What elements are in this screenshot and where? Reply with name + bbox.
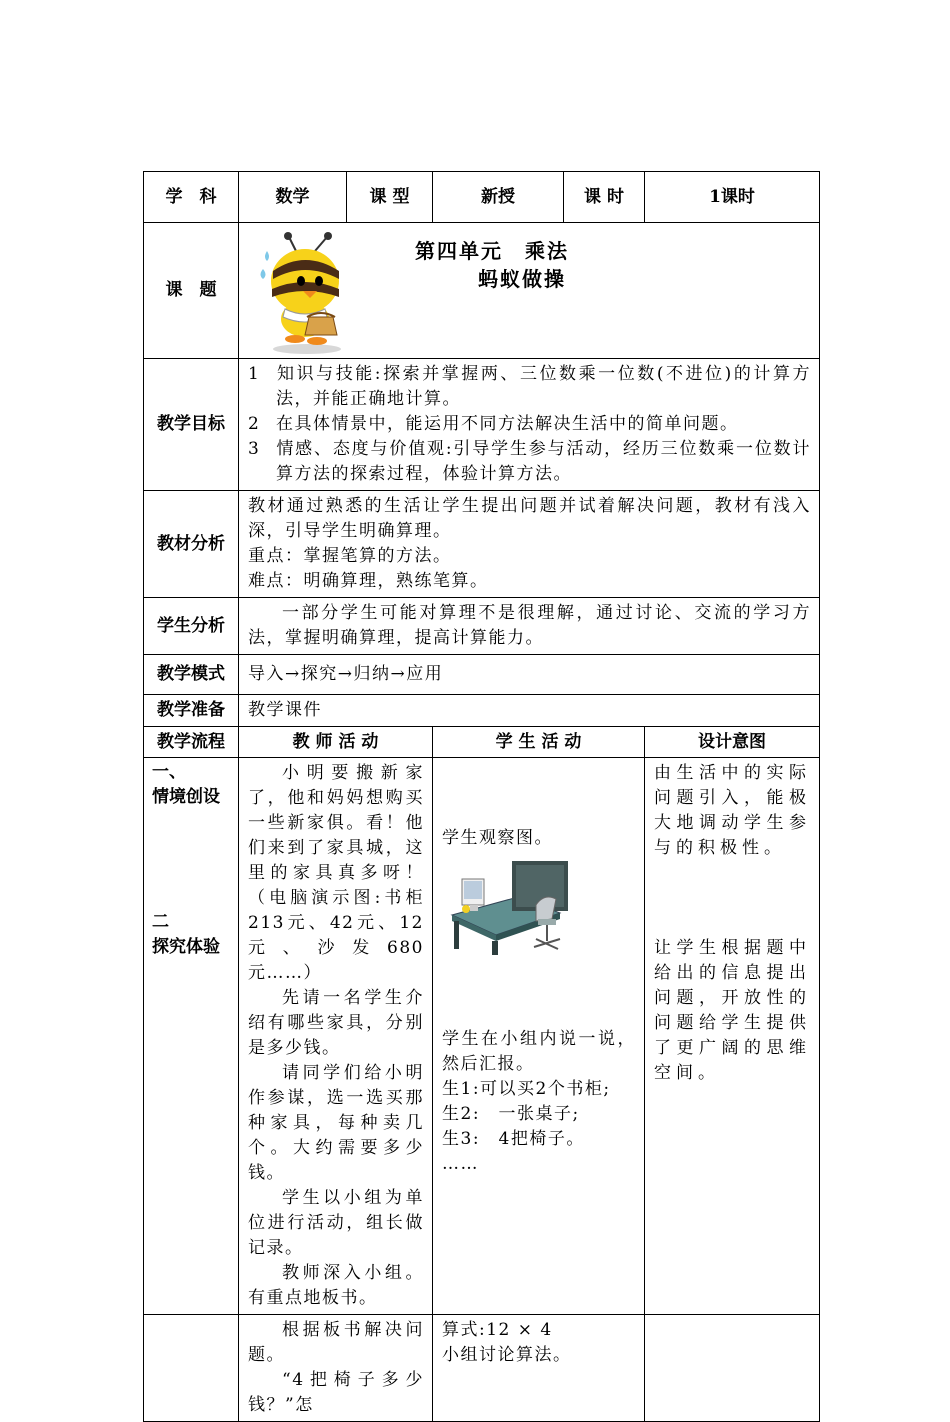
students-text: 一部分学生可能对算理不是很理解，通过讨论、交流的学习方法，掌握明确算理，提高计算能力。 (248, 603, 811, 648)
header-row (144, 172, 820, 223)
student-observe: 学生观察图。 (442, 828, 553, 848)
unit-title: 第四单元 乘法 (415, 239, 569, 263)
stage2-number: 二 (152, 912, 169, 932)
flow-label: 教学流程 (144, 727, 239, 758)
teacher-para: 先请一名学生介绍有哪些家具，分别是多少钱。 (248, 988, 424, 1058)
student-line: 学生在小组内说一说，然后汇报。 (442, 1029, 636, 1074)
material-difficulty: 难点：明确算理，熟练笔算。 (248, 571, 489, 591)
teacher-line: “4把椅子多少钱？”怎 (248, 1370, 424, 1415)
desk-chair-illustration (442, 857, 582, 957)
stage2-name: 探究体验 (152, 937, 220, 957)
students-label: 学生分析 (144, 598, 239, 655)
students-row (144, 598, 820, 655)
stage1-name: 情境创设 (152, 787, 220, 807)
student-line: 算式:12 × 4 (442, 1320, 553, 1340)
design-intent-cell-2 (645, 1315, 820, 1422)
student-activity-cell (433, 758, 645, 1315)
mode-label: 教学模式 (144, 655, 239, 695)
teacher-activity-cell-2 (239, 1315, 433, 1422)
bee-chick-illustration (255, 231, 360, 355)
subject-label: 学 科 (144, 172, 239, 223)
topic-cell (239, 223, 820, 359)
student-line: …… (442, 1154, 479, 1174)
teacher-para: 小明要搬新家了，他和妈妈想购买一些新家俱。看！他们来到了家具城，这里的家具真多呀！（电脑演示图:书柜213元、42元、12元、沙发680元……） (248, 763, 424, 983)
student-activity-header: 学 生 活 动 (433, 727, 645, 758)
student-line: 生2: 一张桌子; (442, 1104, 580, 1124)
objectives-cell (239, 359, 820, 491)
type-label: 课 型 (347, 172, 433, 223)
design-intent-cell (645, 758, 820, 1315)
prep-text: 教学课件 (239, 695, 820, 727)
teacher-para: 请同学们给小明作参谋，选一选买那种家具，每种卖几个。大约需要多少钱。 (248, 1063, 424, 1183)
intent-text: 由生活中的实际问题引入，能极大地调动学生参与的积极性。 (654, 763, 811, 858)
intent-text: 让学生根据题中给出的信息提出问题，开放性的问题给学生提供了更广阔的思维空间。 (654, 938, 811, 1083)
objective-item: 1 知识与技能:探索并掌握两、三位数乘一位数(不进位)的计算方法，并能正确地计算。 (248, 364, 811, 409)
students-cell (239, 598, 820, 655)
student-line: 生3: 4把椅子。 (442, 1129, 585, 1149)
lesson-title: 蚂蚁做操 (478, 267, 566, 291)
objectives-row (144, 359, 820, 491)
period-value: 1课时 (645, 172, 820, 223)
teacher-para: 学生以小组为单位进行活动，组长做记录。 (248, 1188, 424, 1258)
teacher-activity-header: 教 师 活 动 (239, 727, 433, 758)
mode-text: 导入→探究→归纳→应用 (239, 655, 820, 695)
prep-label: 教学准备 (144, 695, 239, 727)
topic-row (144, 223, 820, 359)
subject-value: 数学 (239, 172, 347, 223)
flow-header-row (144, 727, 820, 758)
objective-item: 3 情感、态度与价值观:引导学生参与活动，经历三位数乘一位数计算方法的探索过程，体验计算方法。 (248, 439, 811, 484)
material-row (144, 491, 820, 598)
student-activity-cell-2 (433, 1315, 645, 1422)
teacher-line: 根据板书解决问题。 (248, 1320, 424, 1365)
design-intent-header: 设计意图 (645, 727, 820, 758)
type-value: 新授 (433, 172, 564, 223)
topic-label: 课 题 (144, 223, 239, 359)
lesson-plan-table (143, 171, 820, 1422)
stage-cell (144, 758, 239, 1315)
material-key-point: 重点：掌握笔算的方法。 (248, 546, 452, 566)
stage1-number: 一、 (152, 762, 186, 782)
teacher-activity-cell (239, 758, 433, 1315)
teacher-para: 教师深入小组。有重点地板书。 (248, 1263, 424, 1308)
objective-item: 2 在具体情景中，能运用不同方法解决生活中的简单问题。 (248, 414, 739, 434)
material-label: 教材分析 (144, 491, 239, 598)
period-label: 课 时 (564, 172, 645, 223)
stage-cell-empty (144, 1315, 239, 1422)
material-cell (239, 491, 820, 598)
mode-row (144, 655, 820, 695)
flow-row-2 (144, 1315, 820, 1422)
student-line: 小组讨论算法。 (442, 1345, 572, 1365)
objectives-label: 教学目标 (144, 359, 239, 491)
prep-row (144, 695, 820, 727)
student-line: 生1:可以买2个书柜; (442, 1079, 611, 1099)
material-line: 教材通过熟悉的生活让学生提出问题并试着解决问题，教材有浅入深，引导学生明确算理。 (248, 496, 811, 541)
flow-row-1 (144, 758, 820, 1315)
